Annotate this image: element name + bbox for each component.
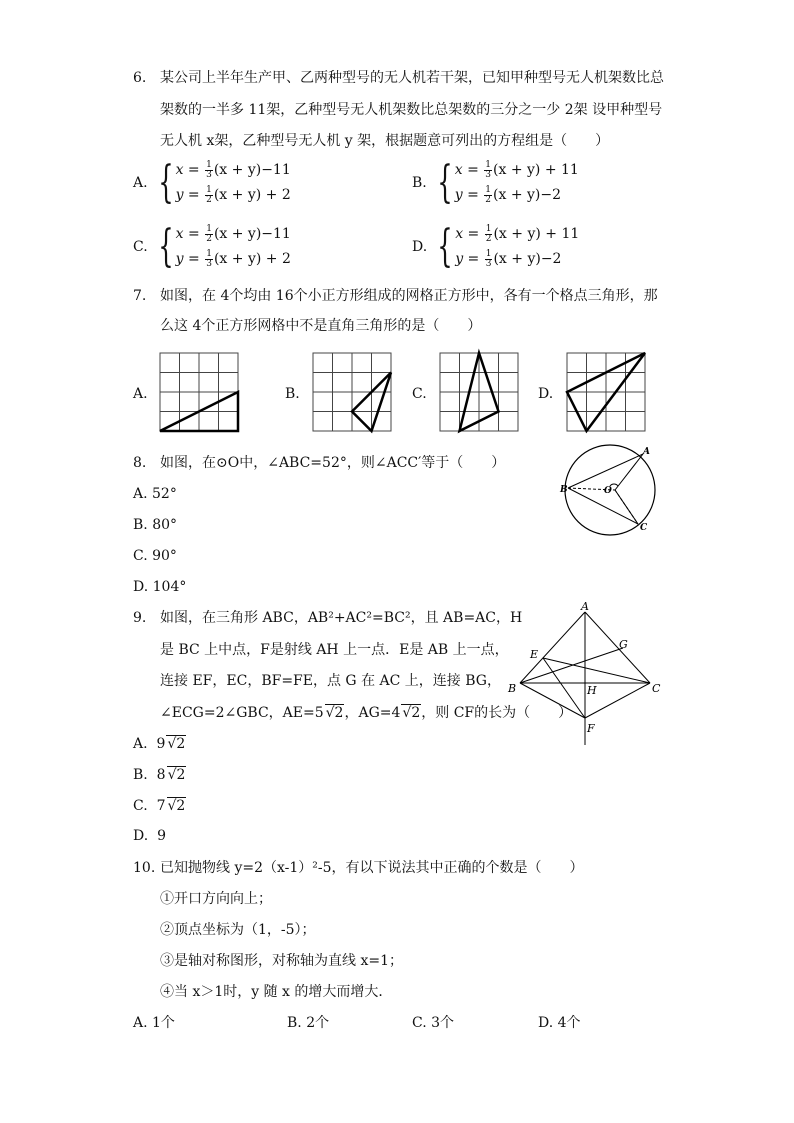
- q6-d-eq2: y = $\frac{1}{3}$ (x + y)−2: [455, 248, 562, 269]
- q10-stem: 已知抛物线 y=2（x-1）²-5，有以下说法其中正确的个数是（ ）: [160, 860, 584, 876]
- q6-c-eq2: y = $\frac{1}{3}$ (x + y) + 2: [175, 248, 291, 269]
- q6-stem-line2: 架数的一半多 11架，乙种型号无人机架数比总架数的三分之一少 2架 设甲种型号: [160, 102, 663, 118]
- q7-grid-d: [567, 353, 647, 433]
- q6-b-eq1: x = $\frac{1}{3}$ (x + y) + 11: [454, 159, 579, 180]
- q6-c-eq1: x = $\frac{1}{2}$ (x + y)−11: [175, 223, 291, 244]
- q9-stem-line2: 是 BC 上中点，F是射线 AH 上一点．E是 AB 上一点，: [160, 642, 509, 658]
- q6-b-eq2: y = $\frac{1}{2}$ (x + y)−2: [454, 184, 562, 205]
- q7-label-d[interactable]: D.: [538, 386, 554, 402]
- q6-number: 6.: [133, 70, 147, 86]
- q8-label-b: B: [560, 485, 568, 495]
- q9-option-d[interactable]: D. 9: [133, 828, 167, 844]
- q6-stem-line3: 无人机 x架，乙种型号无人机 y 架，根据题意可列出的方程组是（ ）: [160, 133, 610, 149]
- q6-option-b[interactable]: B. { x = $\frac{1}{3}$ (x + y) + 11 y = $\frac{1}{2}$ (x + y)−2: [412, 157, 579, 208]
- q7-grid-c: [440, 353, 520, 433]
- q6-option-c[interactable]: C. { x = $\frac{1}{2}$ (x + y)−11 y = $\frac{1}{3}$ (x + y) + 2: [133, 221, 291, 272]
- q8-label-a: A: [643, 447, 650, 457]
- q9-label-h: H: [587, 684, 597, 697]
- q9-stem-line1: 如图，在三角形 ABC，AB²+AC²=BC²，且 AB=AC，H: [160, 610, 523, 626]
- q8-number: 8.: [133, 455, 147, 471]
- q10-option-d[interactable]: D. 4个: [538, 1015, 581, 1031]
- q8-option-a[interactable]: A. 52°: [133, 486, 177, 502]
- q9-number: 9.: [133, 610, 147, 626]
- q9-option-a[interactable]: A. 9 √2: [133, 736, 186, 752]
- q9-label-a: A: [581, 600, 589, 613]
- q8-label-c: C: [640, 523, 648, 533]
- q6-d-eq1: x = $\frac{1}{2}$ (x + y) + 11: [455, 223, 580, 244]
- q9-option-c[interactable]: C. 7 √2: [133, 798, 186, 814]
- q7-label-c[interactable]: C.: [412, 386, 427, 402]
- q7-grid-a: [160, 353, 240, 433]
- q6-option-a[interactable]: A. { x = $\frac{1}{3}$ (x + y)−11 y = $\frac{1}{2}$ (x + y) + 2: [133, 157, 291, 208]
- q9-label-g: G: [619, 638, 628, 651]
- q10-number: 10.: [133, 860, 156, 876]
- q6-a-eq1: x = $\frac{1}{3}$ (x + y)−11: [175, 159, 291, 180]
- q7-label-b[interactable]: B.: [285, 386, 300, 402]
- q9-option-b[interactable]: B. 8 √2: [133, 767, 186, 783]
- q9-stem-line3: 连接 EF，EC，BF=FE，点 G 在 AC 上，连接 BG，: [160, 673, 501, 689]
- q7-stem-line2: 么这 4个正方形网格中不是直角三角形的是（ ）: [160, 318, 482, 334]
- q9-triangle-figure: [505, 600, 665, 750]
- q9-label-e: E: [530, 648, 539, 661]
- q10-option-c[interactable]: C. 3个: [412, 1015, 455, 1031]
- q7-number: 7.: [133, 288, 147, 304]
- q6-stem-line1: 某公司上半年生产甲、乙两种型号的无人机若干架，已知甲种型号无人机架数比总: [160, 70, 664, 86]
- q8-option-d[interactable]: D. 104°: [133, 579, 187, 595]
- q10-option-b[interactable]: B. 2个: [287, 1015, 330, 1031]
- q10-item-3: ③是轴对称图形，对称轴为直线 x=1；: [160, 953, 403, 969]
- q7-label-a[interactable]: A.: [133, 386, 148, 402]
- q10-option-a[interactable]: A. 1个: [133, 1015, 175, 1031]
- q9-stem-line4: ∠ECG=2∠GBC，AE=5 √2，AG=4 √2，则 CF的长为（ ）: [160, 705, 573, 721]
- q10-item-2: ②顶点坐标为（1，-5）；: [160, 922, 316, 938]
- q8-option-c[interactable]: C. 90°: [133, 548, 177, 564]
- q8-stem: 如图，在⊙O中，∠ABC=52°，则∠ACC′等于（ ）: [160, 455, 506, 471]
- q7-grid-b: [313, 353, 393, 433]
- q6-option-d[interactable]: D. { x = $\frac{1}{2}$ (x + y) + 11 y = $\frac{1}{3}$ (x + y)−2: [412, 221, 580, 272]
- q9-label-c: C: [652, 682, 661, 695]
- q8-label-o: O: [604, 486, 612, 496]
- q9-label-f: F: [587, 722, 595, 735]
- q8-circle-figure: [560, 440, 660, 540]
- q6-a-eq2: y = $\frac{1}{2}$ (x + y) + 2: [175, 184, 291, 205]
- q7-stem-line1: 如图，在 4个均由 16个小正方形组成的网格正方形中，各有一个格点三角形，那: [160, 288, 658, 304]
- q8-option-b[interactable]: B. 80°: [133, 517, 178, 533]
- q10-item-1: ①开口方向向上；: [160, 891, 272, 907]
- q9-label-b: B: [508, 682, 517, 695]
- q10-item-4: ④当 x＞1时，y 随 x 的增大而增大．: [160, 984, 393, 1000]
